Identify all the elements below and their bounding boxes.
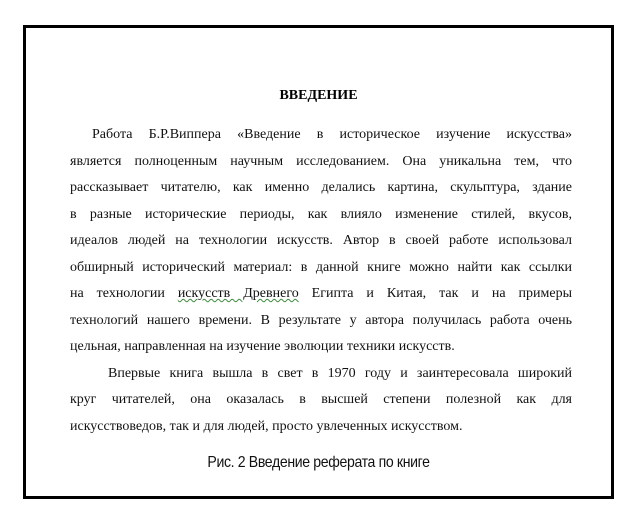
document-title: ВВЕДЕНИЕ [279,88,358,103]
paragraph-1-line-with-spellcheck [70,281,572,308]
paragraph-2-line: Впервые книга вышла в свет в 1970 году и заинтересовала широкий [108,365,572,381]
spellcheck-underline: искусств Древнего [177,286,299,301]
figure-frame [23,25,614,499]
paragraph-1-line: технологий нашего времени. В результате у автора получилась работа очень [70,312,572,328]
paragraph-2-line: искусствоведов, так и для людей, просто увлеченных искусством. [70,418,463,434]
paragraph-1-line: рассказывает читателю, как именно делались картина, скульптура, здание [70,180,572,195]
text-segment: на технологии [70,286,178,301]
paragraph-1-line: в разные исторические периоды, как влияло изменение стилей, вкусов, [70,206,572,222]
paragraph-1-line: обширный исторический материал: в данной книге можно найти как ссылки [70,259,572,275]
paragraph-1-line: цельная, направленная на изучение эволюции техники искусств. [70,339,455,354]
figure-caption: Рис. 2 Введение реферата по книге [207,454,430,471]
paragraph-1-line: Работа Б.Р.Виппера «Введение в историческое изучение искусства» [92,127,572,142]
document-body [70,122,572,440]
text-segment: Египта и Китая, так и на примеры [298,286,572,301]
paragraph-2-line: круг читателей, она оказалась в высшей степени полезной как для [70,392,572,407]
paragraph-1-line: идеалов людей на технологии искусств. Автор в своей работе использовал [70,233,572,248]
paragraph-1-line: является полноценным научным исследованием. Она уникальна тем, что [70,153,572,169]
